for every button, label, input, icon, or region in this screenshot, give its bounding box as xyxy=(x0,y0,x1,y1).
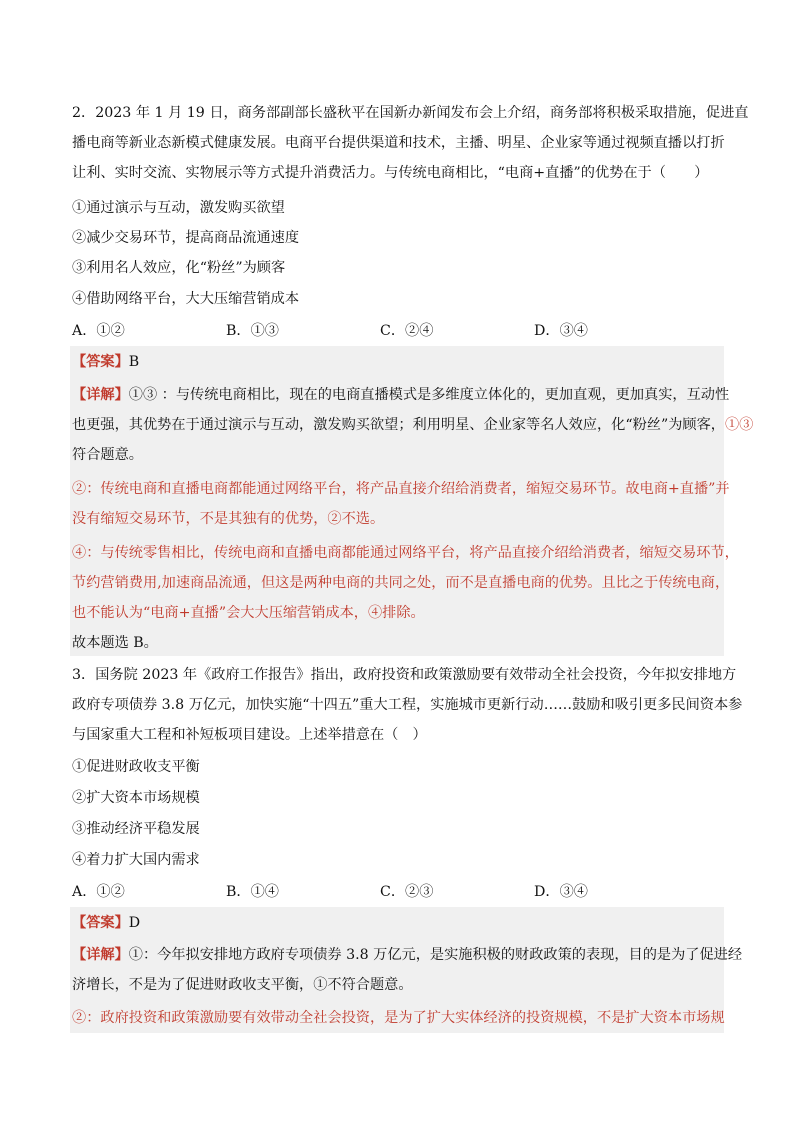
q2-option-d: D．③④ xyxy=(534,323,588,339)
q3-answer xyxy=(72,908,724,938)
q2-answer-label: 【答案】 xyxy=(72,354,129,370)
q3-detail-text-1: ①：今年拟安排地方政府专项债券 3.8 万亿元，是实施积极的财政政策的表现，目的是为了促进经 xyxy=(128,947,743,963)
q2-option-a: A．①② xyxy=(72,323,125,339)
q3-detail-line-1 xyxy=(72,940,743,970)
q2-item-1: ①通过演示与互动，激发购买欲望 xyxy=(72,200,285,216)
q2-detail-red-1: ②：传统电商和直播电商都能通过网络平台，将产品直接介绍给消费者，缩短交易环节。故电商+直播”并 xyxy=(72,481,730,497)
q2-detail-label: 【详解】 xyxy=(72,387,129,403)
q3-option-d: D．③④ xyxy=(534,884,588,900)
q3-option-a: A．①② xyxy=(72,884,125,900)
q2-detail-red-5: 也不能认为“电商+直播”会大大压缩营销成本，④排除。 xyxy=(72,605,425,621)
q3-detail-red-1: ②：政府投资和政策激励要有效带动全社会投资，是为了扩大实体经济的投资规模，不是扩大资本市场规 xyxy=(72,1010,725,1026)
q3-item-4: ④着力扩大国内需求 xyxy=(72,852,200,868)
q3-answer-value: D xyxy=(128,915,141,931)
q2-detail-red-2: 没有缩短交易环节，不是其独有的优势，②不选。 xyxy=(72,511,385,527)
q2-detail-text-2: 也更强，其优势在于通过演示与互动，激发购买欲望；利用明星、企业家等名人效应，化“粉丝”为顾客， xyxy=(72,417,725,433)
q2-option-c: C．②④ xyxy=(380,323,434,339)
q2-detail-red-4: 节约营销费用,加速商品流通，但这是两种电商的共同之处，而不是直播电商的优势。且比之于传统电商， xyxy=(72,575,730,591)
q2-detail-text-1: ①③ ：与传统电商相比，现在的电商直播模式是多维度立体化的，更加直观，更加真实，互动性 xyxy=(128,387,730,403)
q3-detail-label: 【详解】 xyxy=(72,947,129,963)
q2-detail-line-3: 符合题意。 xyxy=(72,447,143,463)
q2-option-b: B．①③ xyxy=(226,323,279,339)
q2-item-4: ④借助网络平台，大大压缩营销成本 xyxy=(72,291,300,307)
q3-item-3: ③推动经济平稳发展 xyxy=(72,821,200,837)
q3-stem-line-2: 政府专项债券 3.8 万亿元，加快实施“十四五”重大工程，实施城市更新行动……鼓励和吸引更多民间资本参 xyxy=(72,697,743,713)
q2-answer xyxy=(72,347,724,377)
q2-item-2: ②减少交易环节，提高商品流通速度 xyxy=(72,230,300,246)
q3-detail-line-2: 济增长，不是为了促进财政收支平衡，①不符合题意。 xyxy=(72,977,413,993)
q2-stem-line-3: 让利、实时交流、实物展示等方式提升消费活力。与传统电商相比，“电商+直播”的优势在于（ ） xyxy=(72,165,709,181)
q2-detail-line-1 xyxy=(72,380,730,410)
q2-conclusion: 故本题选 B。 xyxy=(72,635,158,651)
q3-item-2: ②扩大资本市场规模 xyxy=(72,790,200,806)
q3-stem-line-1: 3．国务院 2023 年《政府工作报告》指出，政府投资和政策激励要有效带动全社会投资，今年拟安排地方 xyxy=(72,667,737,683)
q3-stem-line-3: 与国家重大工程和补短板项目建设。上述举措意在（ ） xyxy=(72,727,427,743)
q2-stem-line-1: 2．2023 年 1 月 19 日，商务部副部长盛秋平在国新办新闻发布会上介绍，商务部将积极采取措施，促进直 xyxy=(72,105,749,121)
q2-item-3: ③利用名人效应，化“粉丝”为顾客 xyxy=(72,260,286,276)
q2-stem-line-2: 播电商等新业态新模式健康发展。电商平台提供渠道和技术，主播、明星、企业家等通过视频直播以打折 xyxy=(72,135,725,151)
q2-answer-value: B xyxy=(128,354,140,370)
q3-answer-label: 【答案】 xyxy=(72,915,129,931)
q2-detail-red-3: ④：与传统零售相比，传统电商和直播电商都能通过网络平台，将产品直接介绍给消费者，缩短交易环节， xyxy=(72,545,739,561)
q3-option-b: B．①④ xyxy=(226,884,279,900)
q3-item-1: ①促进财政收支平衡 xyxy=(72,759,200,775)
q2-detail-line-2 xyxy=(72,410,754,440)
q3-option-c: C．②③ xyxy=(380,884,434,900)
q2-detail-red-mark: ①③ xyxy=(724,417,754,433)
